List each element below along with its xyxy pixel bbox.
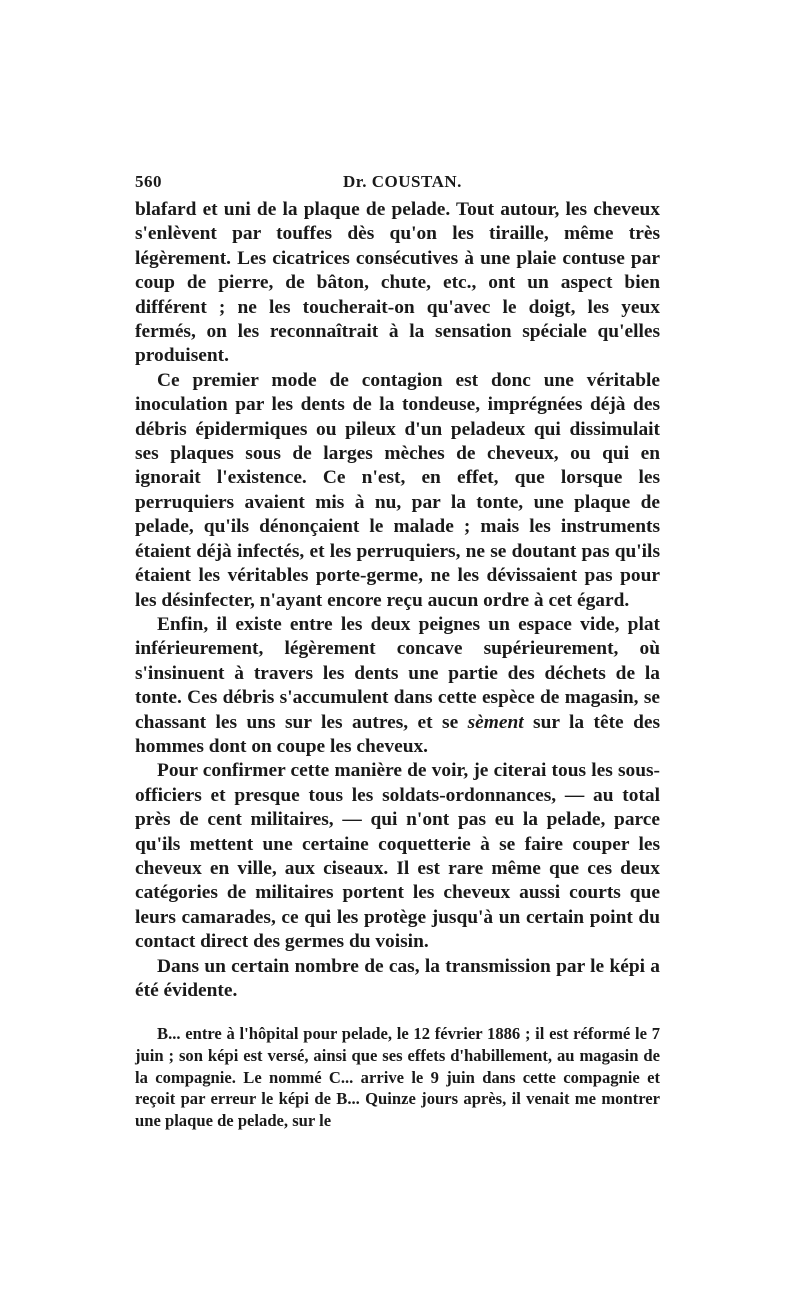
paragraph-continuation: blafard et uni de la plaque de pelade. Tout autour, les cheveux s'enlèvent par touffes dès qu'on les tiraille, même très légèrement. Les cicatrices consécutives à une plaie contuse par coup de pierre, de bâton, chute, etc., ont un aspect bien différent ; ne les toucherait-on qu'avec le doigt, les yeux fermés, on les reconnaîtrait à la sensation spéciale qu'elles produisent. <box>135 199 660 367</box>
paragraph-kepi: Dans un certain nombre de cas, la transmission par le képi a été évidente. <box>135 955 660 1001</box>
paragraph-officers: Pour confirmer cette manière de voir, je citerai tous les sous-officiers et presque tous les soldats-ordonnances, — au total près de cent militaires, — qui n'ont pas eu la pelade, parce qu'ils mettent une certaine coquetterie à se faire couper les cheveux en ville, aux ciseaux. Il est rare même que ces deux catégories de militaires portent les cheveux aussi courts que leurs camarades, ce qui les protège jusqu'à un certain point du contact direct des germes du voisin. <box>135 760 660 953</box>
section-gap <box>135 1003 660 1023</box>
paragraph-combs-before: Enfin, il existe entre les deux peignes un espace vide, plat inférieurement, légèrement concave supérieurement, où s'insinuent à travers les dents une partie des déchets de la tonte. Ces débris s'accumulent dans cette espèce de magasin, se chassant les uns sur les autres, et se <box>135 613 660 733</box>
page-number: 560 <box>135 172 162 191</box>
paragraph-combs-after: sur la tête des hommes dont on coupe les cheveux. <box>135 711 661 757</box>
running-title: Dr. COUSTAN. <box>343 172 462 191</box>
main-text <box>135 198 660 1003</box>
paragraph-inoculation: Ce premier mode de contagion est donc une véritable inoculation par les dents de la tondeuse, imprégnées déjà des débris épidermiques ou pileux d'un peladeux qui dissimulait ses plaques sous de larges mèches de cheveux, ou qui en ignorait l'existence. Ce n'est, en effet, que lorsque les perruquiers avaient mis à nu, par la tonte, une plaque de pelade, qu'ils dénonçaient le malade ; mais les instruments étaient déjà infectés, et les perruquiers, ne se doutant pas qu'ils étaient les véritables porte-germe, ne les dévissaient pas pour les désinfecter, n'ayant encore reçu aucun ordre à cet égard. <box>135 369 660 611</box>
document-page <box>135 168 660 1131</box>
emphasis-sement: sèment <box>467 711 524 733</box>
paragraph-combs <box>135 613 660 759</box>
case-note: B... entre à l'hôpital pour pelade, le 12 février 1886 ; il est réformé le 7 juin ; son képi est versé, ainsi que ses effets d'habillement, au magasin de la compagnie. Le nommé C... arrive le 9 juin dans cette compagnie et reçoit par erreur le képi de B... Quinze jours après, il venait me montrer une plaque de pelade, sur le <box>135 1024 660 1130</box>
page-header <box>135 168 660 198</box>
